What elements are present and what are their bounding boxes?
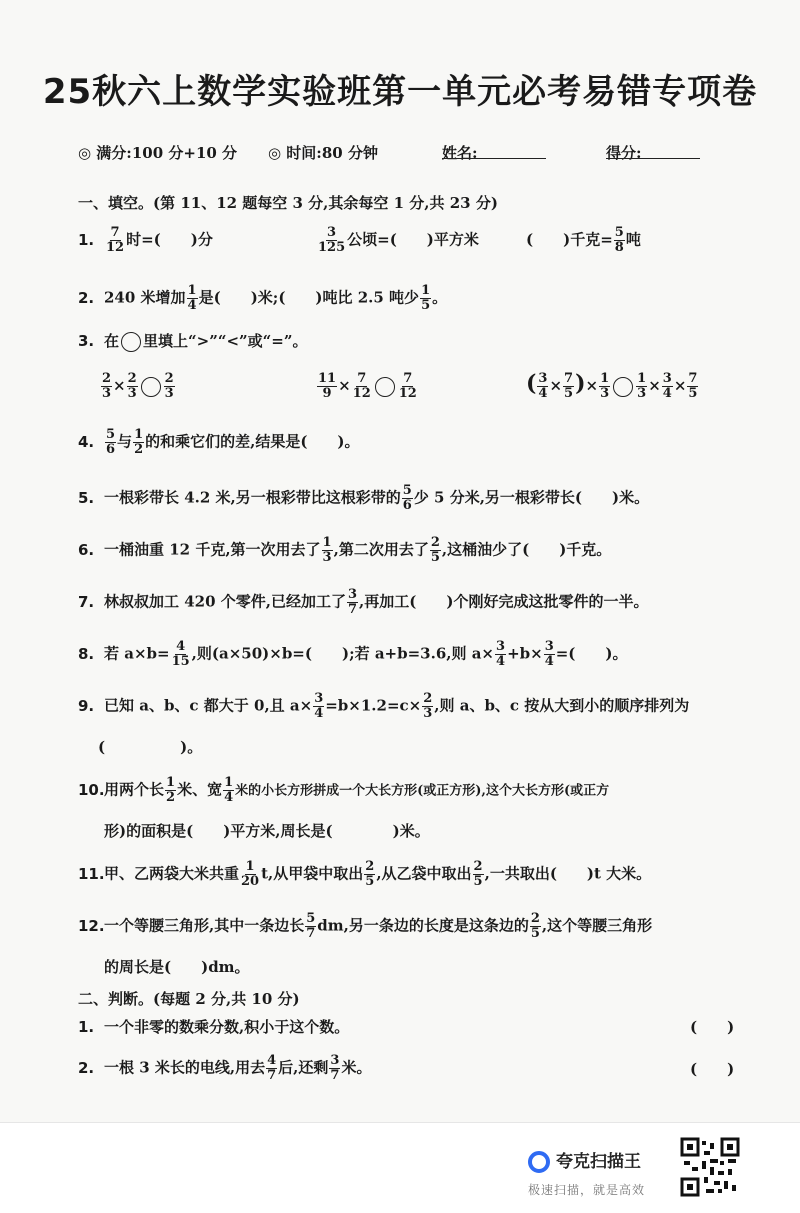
question-1b — [316, 226, 479, 255]
q1c-text: ( )千克= — [526, 230, 613, 249]
judge-question-2: 2. 一根 3 米长的电线,用去 $\frac{4}{7}$ 后,还剩 $\frac{3}{7}$ 米。 — [78, 1053, 372, 1083]
q3-expr-2: $\frac{11}{9}$ × $\frac{7}{12}$ $\frac{7}{12}$ — [318, 371, 417, 401]
question-12: 12.一个等腰三角形,其中一条边长 $\frac{5}{7}$ dm,另一条边的长度是这条边的 $\frac{2}{5}$ ,这个等腰三角形 — [78, 911, 653, 941]
fraction: $\frac{5}{8}$ — [614, 225, 624, 255]
q3-expr-3: ( $\frac{3}{4}$ × $\frac{7}{5}$ )× $\frac{1}{3}$ $\frac{1}{3}$ × $\frac{3}{4}$ × $\frac{7}{5}$ — [526, 370, 698, 401]
qr-code-icon[interactable] — [680, 1137, 740, 1197]
q3-expr-1: $\frac{2}{3}$ × $\frac{2}{3}$ $\frac{2}{3}$ — [102, 371, 174, 401]
question-9: 9. 已知 a、b、c 都大于 0,且 a× $\frac{3}{4}$ =b×1.2=c× $\frac{2}{3}$ ,则 a、b、c 按从大到小的顺序排列为 — [78, 691, 690, 721]
question-7: 7. 林叔叔加工 420 个零件,已经加工了 $\frac{3}{7}$ ,再加工( )个刚好完成这批零件的一半。 — [78, 587, 649, 617]
question-4: 4. $\frac{5}{6}$ 与 $\frac{1}{2}$ 的和乘它们的差,结果是( )。 — [78, 427, 360, 457]
fraction: $\frac{7}{12}$ — [106, 225, 125, 255]
brand-slogan: 极速扫描，就是高效 — [528, 1183, 646, 1197]
question-2: 2. 240 米增加 $\frac{1}{4}$ 是( )米;( )吨比 2.5 吨少 $\frac{1}{5}$ 。 — [78, 283, 448, 313]
judge-question-1: 1. 一个非零的数乘分数,积小于这个数。 — [78, 1018, 350, 1036]
judge-answer-2[interactable]: ( ) — [690, 1060, 735, 1078]
brand — [528, 1147, 641, 1173]
scanner-watermark — [0, 1122, 800, 1213]
answer-circle[interactable] — [375, 377, 395, 397]
question-10-line2: 形)的面积是( )平方米,周长是( )米。 — [104, 822, 430, 840]
name-label: 姓名: — [442, 144, 478, 162]
scanner-logo-icon — [528, 1151, 550, 1173]
section2-heading: 二、判断。(每题 2 分,共 10 分) — [78, 990, 300, 1008]
question-11: 11.甲、乙两袋大米共重 $\frac{1}{20}$ t,从甲袋中取出 $\frac{2}{5}$ ,从乙袋中取出 $\frac{2}{5}$ ,一共取出( )t 大米。 — [78, 859, 652, 889]
question-1 — [78, 226, 213, 255]
question-9-line2: ( )。 — [98, 738, 203, 756]
question-1c — [526, 226, 641, 255]
question-5: 5. 一根彩带长 4.2 米,另一根彩带比这根彩带的 $\frac{5}{6}$ 少 5 分米,另一根彩带长( )米。 — [78, 483, 650, 513]
q1c-tail: 吨 — [625, 230, 641, 249]
full-score: ◎ 满分:100 分+10 分 — [78, 144, 238, 162]
page-title: 25秋六上数学实验班第一单元必考易错专项卷 — [42, 72, 758, 112]
score-label: 得分: — [606, 144, 642, 162]
question-number: 1. — [78, 230, 95, 249]
fraction: $\frac{3}{125}$ — [318, 225, 346, 255]
section1-heading: 一、填空。(第 11、12 题每空 3 分,其余每空 1 分,共 23 分) — [78, 194, 498, 212]
time-limit: ◎ 时间:80 分钟 — [268, 144, 378, 162]
answer-circle[interactable] — [613, 377, 633, 397]
q1a-text: 时=( )分 — [126, 230, 213, 249]
question-6: 6. 一桶油重 12 千克,第一次用去了 $\frac{1}{3}$ ,第二次用去了 $\frac{2}{5}$ ,这桶油少了( )千克。 — [78, 535, 612, 565]
question-3: 3. 在 里填上“>”“<”或“=”。 — [78, 332, 308, 350]
question-10: 10.用两个长 $\frac{1}{2}$ 米、宽 $\frac{1}{4}$ 米的小长方形拼成一个大长方形(或正方形),这个大长方形(或正方 — [78, 775, 610, 805]
score-blank[interactable] — [606, 142, 700, 159]
judge-answer-1[interactable]: ( ) — [690, 1018, 735, 1036]
brand-name: 夸克扫描王 — [556, 1152, 641, 1172]
question-12-line2: 的周长是( )dm。 — [104, 958, 250, 976]
q1b-text: 公顷=( )平方米 — [347, 230, 479, 249]
answer-circle[interactable] — [141, 377, 161, 397]
question-8: 8. 若 a×b= $\frac{4}{15}$ ,则(a×50)×b=( );若 a+b=3.6,则 a× $\frac{3}{4}$ +b× $\frac{3}{4}$ =( )。 — [78, 639, 628, 669]
circle-icon — [121, 332, 141, 352]
name-blank[interactable] — [442, 142, 546, 159]
